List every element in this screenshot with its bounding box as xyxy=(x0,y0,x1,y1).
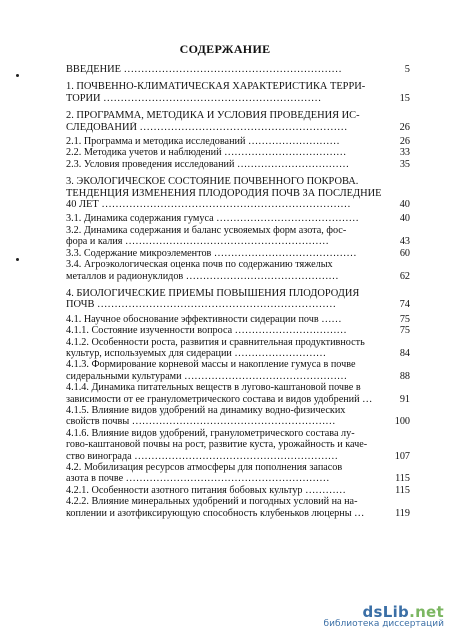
toc-chapter xyxy=(66,64,410,75)
toc-line-text: 4.1.1. Состояние изученности вопроса …………………………… xyxy=(66,325,347,337)
toc-section xyxy=(66,325,410,336)
toc-line xyxy=(66,122,410,133)
toc-line xyxy=(66,159,410,170)
watermark-logo-tld: .net xyxy=(409,603,444,621)
toc-page-number: 5 xyxy=(404,64,410,75)
toc-line-text: ТОРИИ ……………………………………………………… xyxy=(66,92,322,104)
toc-chapter xyxy=(66,176,410,210)
toc-line xyxy=(66,299,410,310)
toc-page-number: 119 xyxy=(395,507,410,519)
toc-section xyxy=(66,213,410,224)
toc-line-text: сидеральными культурами ………………………………………… xyxy=(66,370,348,382)
watermark-subtitle: библиотека диссертаций xyxy=(323,619,444,629)
toc-section xyxy=(66,382,410,405)
toc-line xyxy=(66,508,410,519)
toc-line-text: 4.2.1. Особенности азотного питания бобовых культур ………… xyxy=(66,484,346,496)
toc-page-number: 88 xyxy=(399,370,410,382)
toc-section xyxy=(66,337,410,360)
toc-line-text: 3. ЭКОЛОГИЧЕСКОЕ СОСТОЯНИЕ ПОЧВЕННОГО ПОКРОВА. xyxy=(66,176,359,188)
toc-line xyxy=(66,288,410,299)
toc-page-number: 15 xyxy=(399,92,410,104)
toc-line xyxy=(66,64,410,75)
toc-section xyxy=(66,159,410,170)
site-watermark xyxy=(324,603,444,629)
toc-chapter xyxy=(66,288,410,311)
toc-line-text: зависимости от ее гранулометрического состава и видов удобрений … xyxy=(66,393,373,405)
toc-section xyxy=(66,485,410,496)
toc-line xyxy=(66,473,410,484)
toc-line xyxy=(66,337,410,348)
toc-line-text: 2.2. Методика учетов и наблюдений ……………………………… xyxy=(66,147,347,159)
toc-line-text: 3.2. Динамика содержания и баланс усвояемых форм азота, фос- xyxy=(66,224,347,236)
toc-line xyxy=(66,325,410,336)
toc-page-number: 84 xyxy=(399,347,410,359)
scan-speck xyxy=(16,74,19,77)
toc-line-text: 3.3. Содержание микроэлементов …………………………………… xyxy=(66,247,357,259)
toc-line-text: 40 ЛЕТ ……………………………………………………………… xyxy=(66,199,351,211)
toc-section xyxy=(66,248,410,259)
toc-line-text: СЛЕДОВАНИЙ …………………………………………………… xyxy=(66,121,348,133)
toc-line-text: ПОЧВ …………………………………………………………… xyxy=(66,299,337,311)
toc-line xyxy=(66,314,410,325)
toc-line-text: 4.1.5. Влияние видов удобрений на динамику водно-физических xyxy=(66,404,346,416)
scan-speck xyxy=(16,258,19,261)
toc-page-number: 107 xyxy=(394,450,410,462)
toc-section xyxy=(66,136,410,147)
toc-line-text: 2.3. Условия проведения исследований …………………………… xyxy=(66,158,350,170)
toc-line xyxy=(66,428,410,439)
toc-line xyxy=(66,271,410,282)
toc-line xyxy=(66,225,410,236)
toc-line xyxy=(66,394,410,405)
toc-section xyxy=(66,428,410,462)
toc-line xyxy=(66,451,410,462)
toc-line xyxy=(66,81,410,92)
toc-line xyxy=(66,405,410,416)
toc-section xyxy=(66,259,410,282)
toc-line xyxy=(66,416,410,427)
toc-section xyxy=(66,314,410,325)
toc-line xyxy=(66,188,410,199)
toc-line-text: 3.4. Агроэкологическая оценка почв по содержанию тяжелых xyxy=(66,259,333,271)
toc-line xyxy=(66,496,410,507)
toc-line xyxy=(66,359,410,370)
toc-line-text: металлов и радионуклидов ……………………………………… xyxy=(66,270,339,282)
toc-page-number: 26 xyxy=(399,136,410,148)
toc-section xyxy=(66,147,410,158)
toc-line-text: азота в почве …………………………………………………… xyxy=(66,473,330,485)
page-title: СОДЕРЖАНИЕ xyxy=(179,42,271,56)
toc-line-text: 4.1. Научное обоснование эффективности сидерации почв …… xyxy=(66,313,342,325)
toc-line-text: 2.1. Программа и методика исследований ……………………… xyxy=(66,136,340,148)
toc-page-number: 26 xyxy=(399,121,410,133)
toc-line xyxy=(66,462,410,473)
toc-line xyxy=(66,259,410,270)
toc-chapter xyxy=(66,81,410,104)
toc-page-number: 75 xyxy=(399,313,410,325)
toc-line xyxy=(66,485,410,496)
toc-page-number: 33 xyxy=(399,147,410,159)
toc-page-number: 100 xyxy=(394,416,410,428)
toc-line xyxy=(66,199,410,210)
toc-line xyxy=(66,136,410,147)
toc-line xyxy=(66,213,410,224)
toc-line-text: ТЕНДЕНЦИЯ ИЗМЕНЕНИЯ ПЛОДОРОДИЯ ПОЧВ ЗА ПОСЛЕДНИЕ xyxy=(66,187,382,199)
toc-line-text: 4. БИОЛОГИЧЕСКИЕ ПРИЕМЫ ПОВЫШЕНИЯ ПЛОДОРОДИЯ xyxy=(66,287,360,299)
toc-page-number: 74 xyxy=(399,299,410,311)
toc-line-text: свойств почвы …………………………………………………… xyxy=(66,416,336,428)
toc-section xyxy=(66,359,410,382)
toc-line xyxy=(66,110,410,121)
toc-line-text: 4.2. Мобилизация ресурсов атмосферы для пополнения запасов xyxy=(66,462,343,473)
toc-line-text: 3.1. Динамика содержания гумуса …………………………………… xyxy=(66,213,359,225)
toc-page-number: 60 xyxy=(399,247,410,259)
toc-line-text: ВВЕДЕНИЕ ……………………………………………………… xyxy=(66,64,342,75)
toc-line-text: фора и калия …………………………………………………… xyxy=(66,236,329,248)
toc-line xyxy=(66,382,410,393)
toc-section xyxy=(66,462,410,485)
toc-line-text: 4.1.6. Влияние видов удобрений, гранулометрического состава лу- xyxy=(66,427,355,439)
toc-page-number: 75 xyxy=(399,325,410,337)
toc-line xyxy=(66,176,410,187)
watermark-logo-main: dsLib xyxy=(362,603,410,621)
toc-page-number: 91 xyxy=(399,393,410,405)
toc-page-number: 35 xyxy=(399,158,410,170)
toc-line-text: коплении и азотфиксирующую способность клубеньков люцерны … xyxy=(66,507,365,519)
toc-line-text: 4.2.2. Влияние минеральных удобрений и погодных условий на на- xyxy=(66,496,358,508)
toc-page-number: 115 xyxy=(395,484,410,496)
toc-page-number: 43 xyxy=(399,236,410,248)
toc-line-text: 4.1.3. Формирование корневой массы и накопление гумуса в почве xyxy=(66,359,356,371)
toc-line xyxy=(66,147,410,158)
toc-section xyxy=(66,405,410,428)
toc-line-text: 2. ПРОГРАММА, МЕТОДИКА И УСЛОВИЯ ПРОВЕДЕНИЯ ИС- xyxy=(66,110,360,122)
toc-line xyxy=(66,236,410,247)
toc-section xyxy=(66,225,410,248)
toc-line-text: культур, используемых для сидерации ……………………… xyxy=(66,347,327,359)
toc-page-number: 40 xyxy=(399,213,410,225)
toc-page-number: 40 xyxy=(399,199,410,211)
table-of-contents xyxy=(66,64,410,519)
toc-line-text: ство винограда …………………………………………………… xyxy=(66,450,338,462)
toc-line xyxy=(66,93,410,104)
toc-line-text: 4.1.2. Особенности роста, развития и сравнительная продуктивность xyxy=(66,336,365,348)
toc-line xyxy=(66,248,410,259)
toc-page-number: 62 xyxy=(399,270,410,282)
toc-page-number: 115 xyxy=(395,473,410,485)
toc-line xyxy=(66,348,410,359)
toc-line-text: 1. ПОЧВЕННО-КЛИМАТИЧЕСКАЯ ХАРАКТЕРИСТИКА ТЕРРИ- xyxy=(66,81,366,93)
toc-line xyxy=(66,439,410,450)
toc-section xyxy=(66,496,410,519)
toc-chapter xyxy=(66,110,410,133)
toc-line-text: гово-каштановой почвы на рост, развитие куста, урожайность и каче- xyxy=(66,439,368,451)
toc-line-text: 4.1.4. Динамика питательных веществ в лугово-каштановой почве в xyxy=(66,382,361,394)
toc-line xyxy=(66,371,410,382)
